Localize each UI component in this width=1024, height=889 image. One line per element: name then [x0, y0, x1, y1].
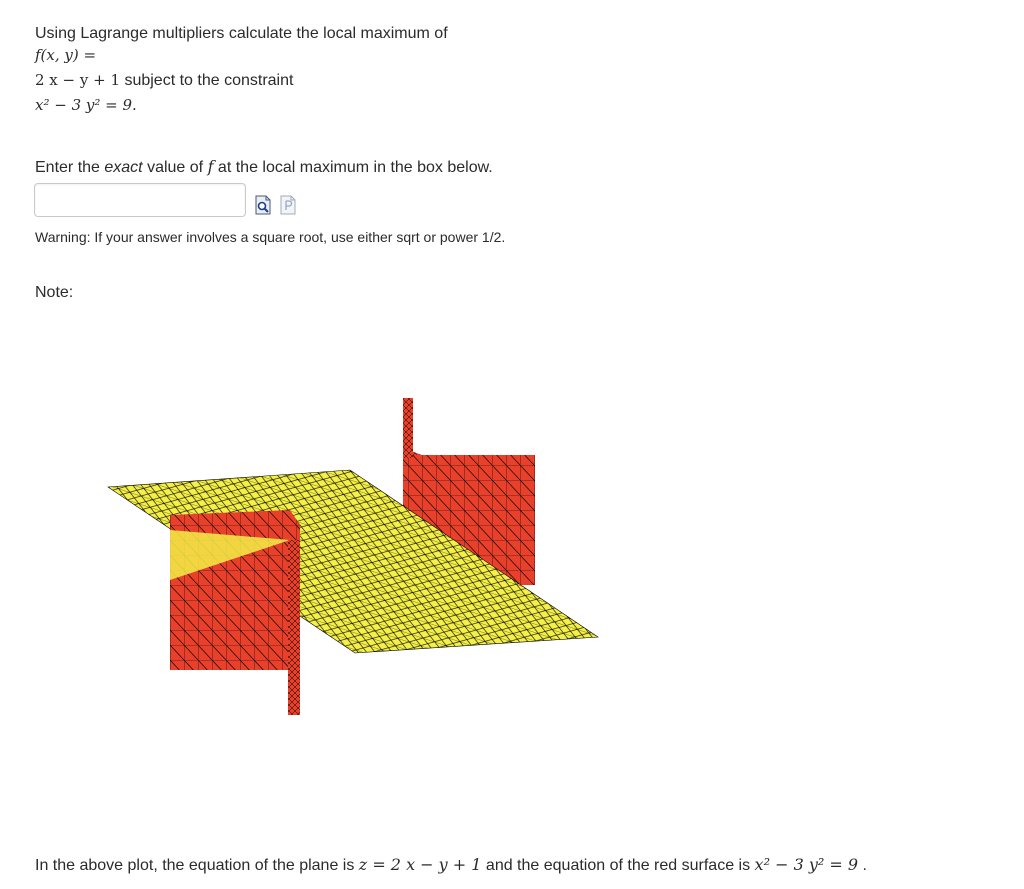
question-intro: Using Lagrange multipliers calculate the local maximum of	[35, 25, 448, 42]
note-label: Note:	[35, 284, 74, 301]
plot-caption	[35, 855, 867, 875]
instruction	[35, 157, 493, 177]
caption-part2: and the equation of the red surface is	[481, 857, 755, 874]
instruction-emphasis: exact	[104, 159, 143, 176]
caption-end: .	[858, 857, 867, 874]
caption-part1: In the above plot, the equation of the plane is	[35, 857, 359, 874]
instruction-before: Enter the	[35, 159, 105, 176]
surface-equation: x² − 3 y² = 9	[754, 855, 859, 874]
constraint-label: subject to the constraint	[124, 72, 294, 89]
function-line	[35, 71, 293, 90]
instruction-after: at the local maximum in the box below.	[213, 159, 493, 176]
red-surface-left	[170, 510, 300, 715]
function-lhs: f(x, y) =	[35, 46, 97, 64]
warning-text: Warning: If your answer involves a square root, use either sqrt or power 1/2.	[35, 229, 506, 245]
answer-input[interactable]	[34, 183, 246, 217]
constraint-equation: x² − 3 y² = 9.	[35, 96, 137, 114]
instruction-symbol: f	[207, 157, 214, 176]
instruction-middle: value of	[142, 159, 208, 176]
plot-image	[100, 390, 610, 720]
function-rhs: 2 x − y + 1	[35, 71, 120, 89]
format-icon[interactable]	[280, 195, 296, 215]
plane-equation: z = 2 x − y + 1	[358, 855, 482, 874]
preview-icon[interactable]	[255, 195, 271, 215]
